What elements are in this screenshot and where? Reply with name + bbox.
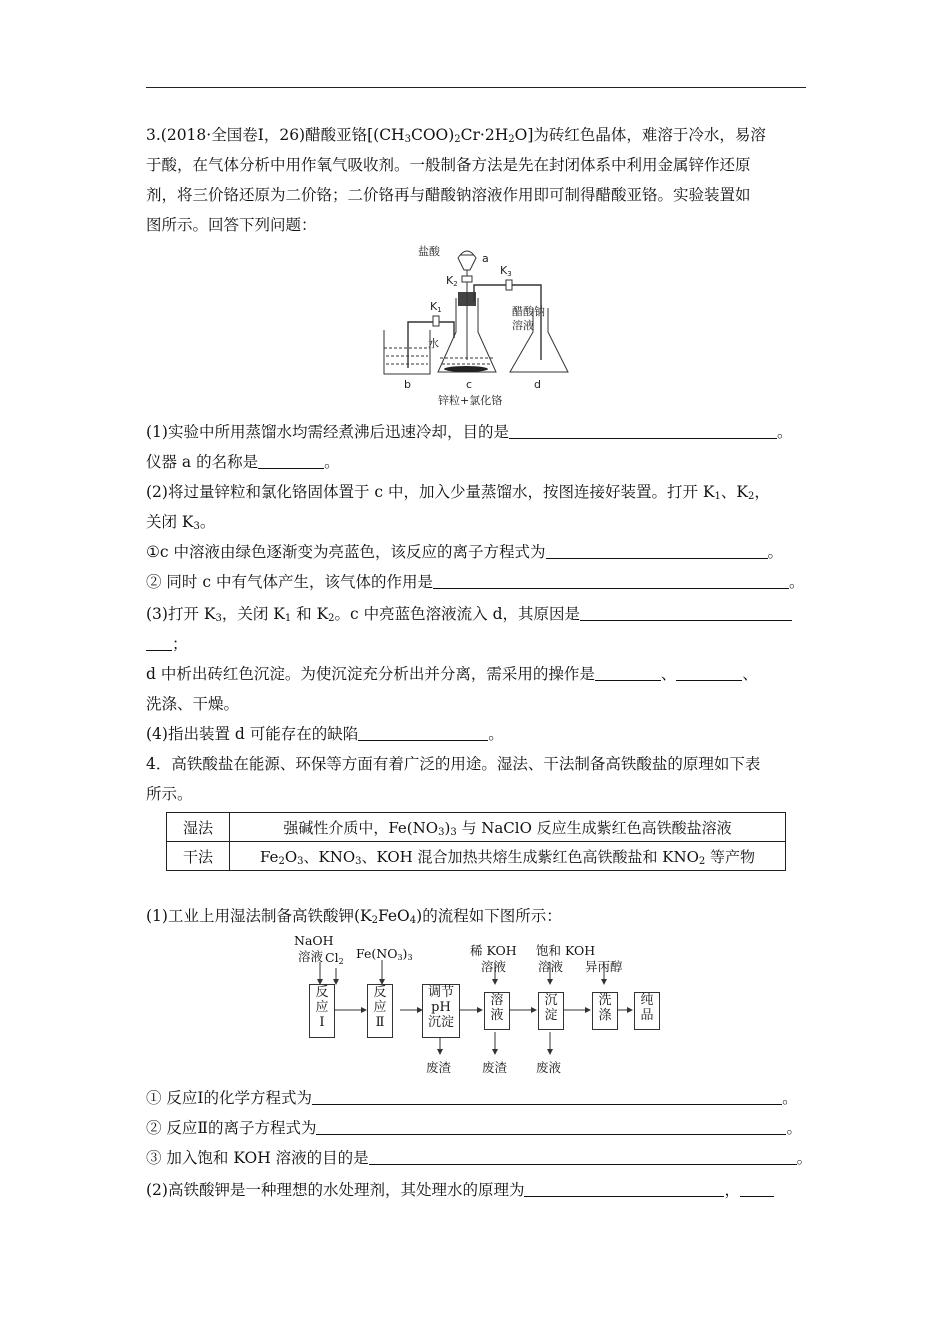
q3-intro-line-2: 于酸，在气体分析中用作氧气吸收剂。一般制备方法是先在封闭体系中利用金属锌作还原 — [146, 156, 751, 174]
answer-blank[interactable] — [433, 573, 789, 589]
flow-box-product — [634, 992, 660, 1030]
q3-p2-line-3: ①c 中溶液由绿色逐渐变为亮蓝色，该反应的离子方程式为 。 — [146, 543, 784, 561]
flow-waste-2: 废渣 — [482, 1060, 508, 1075]
label-a: a — [482, 252, 489, 265]
answer-blank[interactable] — [524, 1181, 724, 1197]
label-c: c — [466, 378, 473, 391]
q4-intro-line-2: 所示。 — [146, 785, 193, 803]
q3-p1-line-2: 仪器 a 的名称是 。 — [146, 453, 340, 471]
q4-p1-line: (1)工业上用湿法制备高铁酸钾$(K_2FeO_4)$的流程如下图所示： — [146, 907, 562, 926]
answer-blank[interactable] — [740, 1181, 774, 1197]
box-text: 洗 — [598, 993, 612, 1008]
q3-p3-line-3: d 中析出砖红色沉淀。为使沉淀充分析出并分离，需采用的操作是 、 、 — [146, 665, 758, 683]
q3-p2-line-2: 关闭 $K_3$。 — [146, 513, 216, 532]
label-naac-2: 溶液 — [512, 319, 534, 332]
box-text: 应 — [373, 1000, 387, 1015]
answer-blank[interactable] — [676, 665, 742, 681]
flow-box-wash — [592, 992, 618, 1030]
label-bottom: 锌粒+氯化铬 — [438, 394, 503, 407]
flow-waste-1: 废渣 — [426, 1060, 452, 1075]
q4-q2-line: ② 反应Ⅱ的离子方程式为 。 — [146, 1119, 802, 1137]
answer-blank[interactable] — [369, 1149, 797, 1165]
box-text: 应 — [315, 1000, 329, 1015]
flow-isopropanol: 异丙醇 — [585, 959, 623, 974]
q4-q3-line: ③ 加入饱和 KOH 溶液的目的是 。 — [146, 1149, 813, 1167]
flow-cl2: $Cl_2$ — [325, 950, 344, 966]
box-text: 调节 — [427, 985, 454, 1000]
flow-waste-3: 废液 — [536, 1060, 562, 1075]
q4-q1-line: ① 反应Ⅰ的化学方程式为 。 — [146, 1089, 798, 1107]
header-rule — [146, 87, 806, 88]
box-text: 品 — [640, 1008, 654, 1023]
box-text: 液 — [490, 1008, 504, 1023]
box-text: 反 — [315, 985, 329, 1000]
valve-k3 — [506, 280, 512, 290]
q3-intro-line-3: 剂，将三价铬还原为二价铬；二价铬再与醋酸钠溶液作用即可制得醋酸亚铬。实验装置如 — [146, 186, 751, 204]
box-text: 溶 — [490, 993, 504, 1008]
answer-blank[interactable] — [595, 665, 661, 681]
table-row — [167, 842, 786, 871]
flow-box-solution — [484, 992, 510, 1030]
q3-p2-line-4: ② 同时 c 中有气体产生，该气体的作用是 。 — [146, 573, 805, 591]
label-k2: K2 — [446, 274, 458, 288]
table-cell-key: 湿法 — [167, 813, 230, 842]
flow-naoh-sol: 溶液 — [298, 949, 324, 964]
q4-p2-line: (2)高铁酸钾是一种理想的水处理剂，其处理水的原理为 ， — [146, 1180, 774, 1200]
table-row — [167, 813, 786, 842]
answer-blank[interactable] — [258, 453, 324, 469]
flow-feno3: $Fe(NO_3)_3$ — [356, 946, 413, 962]
q3-p4-line: (4)指出装置 d 可能存在的缺陷 。 — [146, 725, 504, 743]
answer-blank[interactable] — [509, 423, 777, 439]
table-cell-key: 干法 — [167, 842, 230, 871]
label-naac-1: 醋酸钠 — [512, 305, 545, 318]
valve-k1 — [433, 316, 439, 326]
box-text: 反 — [373, 985, 387, 1000]
box-text: 沉淀 — [427, 1015, 454, 1030]
q3-intro-line-1: 3.(2018·全国卷Ⅰ，26)醋酸亚铬$[(CH_3COO)_2Cr\cdot 2H_2O]$为砖红色晶体，难溶于冷水，易溶 — [146, 126, 766, 145]
answer-blank[interactable] — [358, 725, 488, 741]
valve-k2 — [462, 276, 472, 282]
box-text: Ⅱ — [375, 1015, 385, 1030]
flow-box-reaction-2 — [367, 984, 393, 1038]
label-water: 水 — [428, 337, 439, 350]
flow-naoh: NaOH — [294, 933, 334, 948]
q3-intro-line-4: 图所示。回答下列问题： — [146, 216, 317, 234]
q4-intro-line-1: 4．高铁酸盐在能源、环保等方面有着广泛的用途。湿法、干法制备高铁酸盐的原理如下表 — [146, 755, 761, 773]
q3-p2-line-1: (2)将过量锌粒和氯化铬固体置于 c 中，加入少量蒸馏水，按图连接好装置。打开 $K_1$、$K_2$， — [146, 483, 770, 502]
answer-blank[interactable] — [312, 1089, 782, 1105]
answer-blank[interactable] — [580, 605, 792, 621]
answer-blank[interactable] — [546, 543, 768, 559]
flow-sat-koh: 饱和 KOH — [536, 943, 596, 958]
q3-p3-line-1: (3)打开 $K_3$，关闭 $K_1$ 和 $K_2$。c 中亮蓝色溶液流入 d，其原因是 — [146, 604, 792, 624]
q3-p3-line-2: ； — [146, 634, 188, 654]
box-text: 沉 — [544, 993, 558, 1008]
flow-box-adjust-ph — [422, 984, 460, 1038]
table-cell-value: 强碱性介质中，$Fe(NO_3)_3$ 与 NaClO 反应生成紫红色高铁酸盐溶液 — [230, 813, 786, 842]
flow-box-reaction-1 — [309, 984, 335, 1038]
label-b: b — [404, 378, 411, 391]
method-table — [166, 812, 786, 871]
label-k3: K3 — [500, 264, 512, 278]
label-k1: K1 — [430, 300, 442, 314]
label-d: d — [534, 378, 541, 391]
flow-box-precipitate — [538, 992, 564, 1030]
flow-dil-koh: 稀 KOH — [470, 943, 517, 958]
flow-sol-2: 溶液 — [538, 959, 564, 974]
zinc-granules — [444, 366, 488, 372]
box-text: pH — [431, 1000, 451, 1015]
beaker-b — [384, 330, 430, 374]
answer-blank[interactable] — [146, 635, 172, 651]
flow-sol-1: 溶液 — [481, 959, 507, 974]
q3-p1-line-1: (1)实验中所用蒸馏水均需经煮沸后迅速冷却，目的是 。 — [146, 423, 793, 441]
answer-blank[interactable] — [316, 1119, 786, 1135]
apparatus-figure — [378, 240, 578, 410]
table-cell-value: $Fe_2O_3$、$KNO_3$、KOH 混合加热共熔生成紫红色高铁酸盐和 $KNO_2$ 等产物 — [230, 842, 786, 871]
box-text: 淀 — [544, 1008, 558, 1023]
box-text: Ⅰ — [319, 1015, 325, 1030]
label-hcl: 盐酸 — [418, 245, 440, 258]
box-text: 涤 — [598, 1008, 612, 1023]
box-text: 纯 — [640, 993, 654, 1008]
q3-p3-line-4: 洗涤、干燥。 — [146, 695, 240, 713]
